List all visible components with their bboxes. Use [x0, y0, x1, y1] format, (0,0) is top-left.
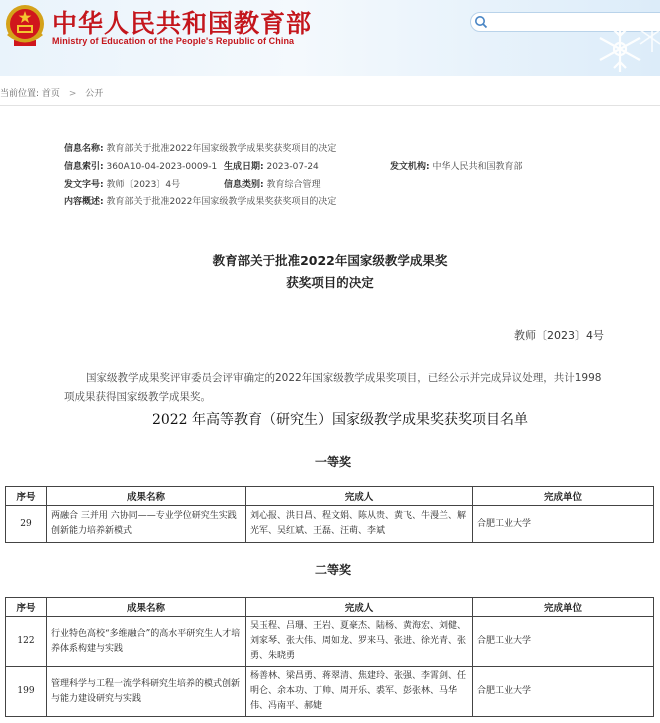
- info-name-value: 教育部关于批准2022年国家级教学成果奖获奖项目的决定: [106, 144, 337, 154]
- row-unit: 合肥工业大学: [473, 506, 654, 543]
- header-people: 完成人: [246, 598, 473, 617]
- second-prize-heading: 二等奖: [314, 563, 351, 577]
- award-list-title: 2022 年高等教育（研究生）国家级教学成果奖获奖项目名单: [151, 412, 529, 428]
- header-no: 序号: [6, 598, 47, 617]
- info-name-row: [64, 141, 336, 154]
- info-summary-label: 内容概述:: [64, 197, 104, 207]
- site-subtitle: Ministry of Education of the People's Republic of China: [52, 36, 295, 46]
- row-unit: 合肥工业大学: [473, 667, 654, 717]
- info-docno-value: 教师〔2023〕4号: [106, 180, 181, 190]
- search-icon[interactable]: [474, 15, 488, 29]
- document-title-line1: 教育部关于批准2022年国家级教学成果奖: [212, 253, 448, 268]
- site-title[interactable]: 中华人民共和国教育部: [52, 9, 313, 38]
- info-date-row: [224, 159, 319, 172]
- breadcrumb-item-home[interactable]: 首页: [41, 89, 60, 99]
- info-org-value: 中华人民共和国教育部: [432, 162, 523, 172]
- header-unit: 完成单位: [473, 487, 654, 506]
- info-docno-label: 发文字号:: [64, 180, 104, 190]
- header-people: 完成人: [246, 487, 473, 506]
- document-number: 教师〔2023〕4号: [514, 329, 604, 342]
- row-name: 两融合 三并用 六协同——专业学位研究生实践创新能力培养新模式: [47, 506, 246, 543]
- breadcrumb-separator: >: [68, 89, 77, 99]
- info-name-label: 信息名称:: [64, 144, 104, 154]
- row-people: 吴玉程、吕珊、王岩、夏豪杰、陆杨、黄海宏、刘健、刘家琴、张大伟、周如龙、罗来马、张进、徐光青、张勇、朱晓勇: [246, 617, 473, 667]
- table-row: [6, 506, 654, 543]
- document-title-line2: 获奖项目的决定: [286, 275, 374, 290]
- row-people: 杨善林、梁昌勇、蒋翠清、焦建玲、张强、李霄剑、任明仑、余本功、丁帅、周开乐、裘军、彭张林、马华伟、冯南平、郝婕: [246, 667, 473, 717]
- second-prize-table: [5, 597, 654, 717]
- info-docno-row: [64, 177, 180, 190]
- row-people: 刘心报、洪日昌、程文娟、陈从贵、黄飞、牛漫兰、解光军、吴红斌、王磊、汪萌、李斌: [246, 506, 473, 543]
- info-index-value: 360A10-04-2023-0009-1: [106, 162, 218, 172]
- snowflake-decoration-icon: [560, 22, 660, 76]
- info-category-label: 信息类别:: [224, 180, 264, 190]
- info-index-row: [64, 159, 217, 172]
- info-date-value: 2023-07-24: [266, 162, 319, 172]
- info-summary-value: 教育部关于批准2022年国家级教学成果奖获奖项目的决定: [106, 197, 337, 207]
- header-unit: 完成单位: [473, 598, 654, 617]
- breadcrumb: [0, 86, 103, 99]
- info-org-label: 发文机构:: [390, 162, 430, 172]
- table-header-row: [6, 487, 654, 506]
- row-no: 199: [6, 667, 47, 717]
- row-name: 管理科学与工程一流学科研究生培养的模式创新与能力建设研究与实践: [47, 667, 246, 717]
- breadcrumb-item-public[interactable]: 公开: [85, 89, 104, 99]
- row-no: 29: [6, 506, 47, 543]
- row-no: 122: [6, 617, 47, 667]
- table-row: [6, 617, 654, 667]
- national-emblem-icon[interactable]: [4, 4, 46, 48]
- header-name: 成果名称: [47, 598, 246, 617]
- info-category-row: [224, 177, 321, 190]
- first-prize-table: [5, 486, 654, 543]
- row-name: 行业特色高校“多维融合”的高水平研究生人才培养体系构建与实践: [47, 617, 246, 667]
- header-no: 序号: [6, 487, 47, 506]
- info-date-label: 生成日期:: [224, 162, 264, 172]
- table-row: [6, 667, 654, 717]
- info-index-label: 信息索引:: [64, 162, 104, 172]
- table-header-row: [6, 598, 654, 617]
- breadcrumb-label: 当前位置:: [0, 89, 40, 99]
- site-header: [0, 0, 660, 76]
- info-category-value: 教育综合管理: [266, 180, 321, 190]
- row-unit: 合肥工业大学: [473, 617, 654, 667]
- document-paragraph: 国家级教学成果奖评审委员会评审确定的2022年国家级教学成果奖项目，已经公示并完成异议处理，共计1998项成果获得国家级教学成果奖。: [64, 372, 602, 403]
- info-summary-row: [64, 194, 336, 207]
- first-prize-heading: 一等奖: [314, 455, 351, 469]
- header-name: 成果名称: [47, 487, 246, 506]
- info-org-row: [390, 159, 523, 172]
